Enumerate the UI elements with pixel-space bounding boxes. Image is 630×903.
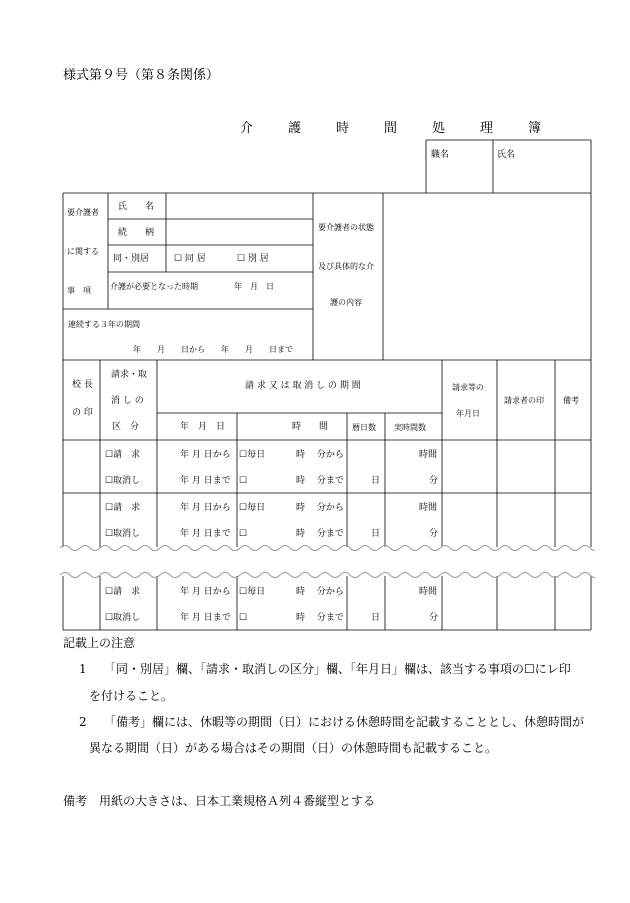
row2-daily-checkbox[interactable]: ☐毎日 [239, 503, 266, 513]
row1-other-checkbox[interactable]: ☐ [239, 476, 248, 486]
row2-time-from: 時 分から [296, 503, 344, 513]
care-recipient-name-field[interactable] [167, 194, 312, 218]
care-state-field[interactable] [384, 194, 590, 359]
row3-hours-unit: 時間 [419, 587, 438, 597]
row1-daily-checkbox[interactable]: ☐毎日 [239, 450, 266, 460]
name-field[interactable] [494, 160, 590, 192]
row1-date-from: 年 月 日から [180, 450, 231, 460]
date-header: 年 月 日 [180, 422, 226, 432]
relation-field[interactable] [167, 220, 312, 244]
row2-hours-unit: 時間 [419, 503, 438, 513]
note2-line1: 「備考」欄には、休暇等の期間（日）における休憩時間を記載することとし、休憩時間が [104, 715, 585, 729]
row2-date-to: 年 月 日まで [180, 529, 231, 539]
note2-line2: 異なる期間（日）がある場合はその期間（日）の休憩時間も記載すること。 [89, 741, 498, 755]
row3-daily-checkbox[interactable]: ☐毎日 [239, 587, 266, 597]
name-label: 氏名 [497, 150, 516, 160]
principal-seal-label-1: 校 長 [72, 380, 93, 390]
principal-seal-label-2: の 印 [72, 408, 93, 418]
row2-days-unit: 日 [371, 529, 381, 539]
row3-time-from: 時 分から [296, 587, 344, 597]
remarks-label: 備考 [563, 396, 579, 405]
request-type-label-3: 区 分 [112, 422, 140, 432]
notes-heading: 記載上の注意 [63, 636, 136, 650]
request-type-label-1: 請求・取 [111, 370, 148, 380]
care-recipient-name-label: 氏 名 [118, 202, 155, 212]
state-label-2: 及び具体的な介 [318, 262, 374, 271]
state-label-1: 要介護者の状態 [318, 223, 374, 232]
row1-hours-unit: 時間 [419, 450, 438, 460]
row3-date-from: 年 月 日から [180, 587, 231, 597]
row1-minutes-unit: 分 [429, 476, 439, 486]
request-date-label-1: 請求等の [452, 383, 484, 392]
row3-minutes-unit: 分 [429, 613, 439, 623]
row3-other-checkbox[interactable]: ☐ [239, 613, 248, 623]
row1-time-from: 時 分から [296, 450, 344, 460]
cohabit-label: 同・別居 [113, 254, 150, 264]
row3-time-to: 時 分まで [296, 613, 344, 623]
period-header: 請 求 又 は 取 消 し の 期 間 [245, 381, 361, 391]
group-label-1: 要介護者 [67, 208, 99, 217]
relation-label: 続 柄 [118, 228, 155, 238]
row1-request-checkbox[interactable]: ☐請 求 [105, 450, 141, 460]
note1-line2: を付けること。 [89, 689, 174, 703]
position-label: 職名 [431, 150, 450, 160]
row3-date-to: 年 月 日まで [180, 613, 231, 623]
row2-request-checkbox[interactable]: ☐請 求 [105, 503, 141, 513]
note1-number: 1 [79, 662, 87, 676]
form-number: 様式第９号（第８条関係） [63, 68, 220, 83]
note1-line1: 「同・別居」欄、「請求・取消しの区分」欄、「年月日」欄は、該当する事項の☐にレ印 [104, 662, 571, 676]
row3-cancel-checkbox[interactable]: ☐取消し [105, 613, 141, 623]
group-label-3: 事 項 [67, 286, 91, 295]
day-count-header: 暦日数 [352, 423, 376, 432]
row1-cancel-checkbox[interactable]: ☐取消し [105, 476, 141, 486]
row1-days-unit: 日 [371, 476, 381, 486]
row1-date-to: 年 月 日まで [180, 476, 231, 486]
request-date-label-2: 年月日 [456, 409, 480, 418]
row2-minutes-unit: 分 [429, 529, 439, 539]
row3-days-unit: 日 [371, 613, 381, 623]
footer-remark: 備考 用紙の大きさは、日本工業規格Ａ列４番縦型とする [63, 794, 376, 808]
continuous-period-range: 年 月 日から 年 月 日まで [133, 345, 293, 354]
row1-time-to: 時 分まで [296, 476, 344, 486]
row2-date-from: 年 月 日から [180, 503, 231, 513]
time-header: 時 間 [292, 422, 329, 432]
row2-time-to: 時 分まで [296, 529, 344, 539]
note2-number: 2 [79, 715, 87, 729]
torn-edge-bottom [60, 568, 595, 582]
cohabit-same-checkbox[interactable]: ☐ 同 居 [174, 254, 206, 264]
position-field[interactable] [427, 160, 492, 192]
torn-edge-top [60, 541, 595, 555]
continuous-period-label: 連続する３年の期間 [68, 320, 140, 329]
cohabit-separate-checkbox[interactable]: ☐ 別 居 [237, 254, 269, 264]
requester-seal-label: 請求者の印 [504, 396, 544, 405]
actual-hours-header: 実時間数 [394, 423, 426, 432]
group-label-2: に関する [67, 247, 99, 256]
row2-other-checkbox[interactable]: ☐ [239, 529, 248, 539]
request-type-label-2: 消 し の [111, 396, 144, 406]
care-needed-period-label: 介護が必要となった時期 [110, 282, 198, 291]
row3-request-checkbox[interactable]: ☐請 求 [105, 587, 141, 597]
form-title: 介 護 時 間 処 理 簿 [240, 121, 553, 136]
row2-cancel-checkbox[interactable]: ☐取消し [105, 529, 141, 539]
care-needed-date: 年 月 日 [234, 282, 274, 291]
state-label-3: 護の内容 [330, 298, 362, 307]
